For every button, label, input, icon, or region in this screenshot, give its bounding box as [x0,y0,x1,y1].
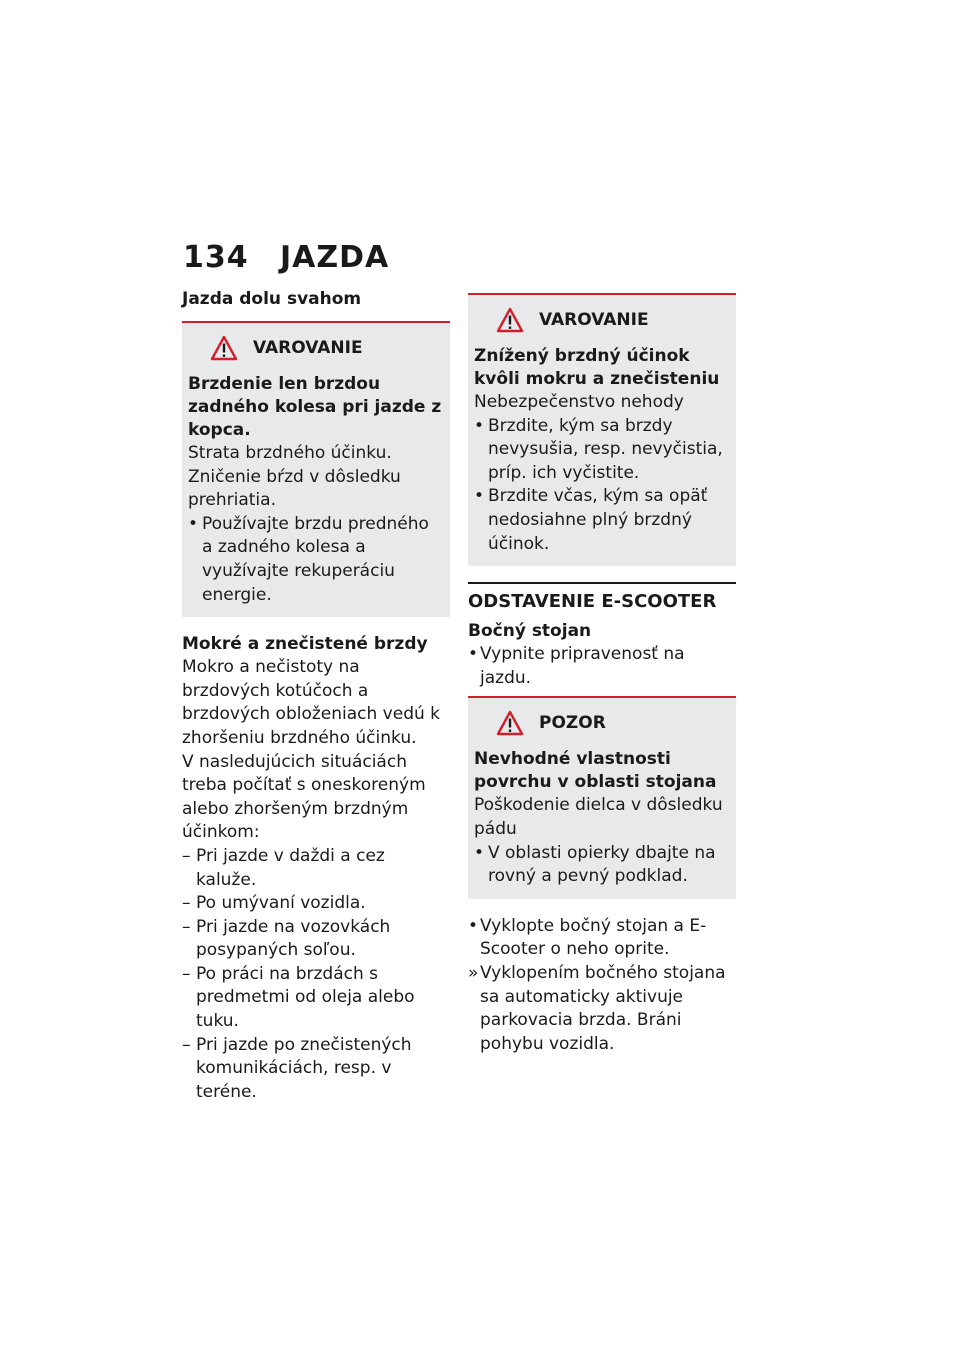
paragraph: Mokro a nečistoty na brzdových kotúčoch a brzdových obloženiach vedú k zhoršeniu brzdného účinku. [182,657,441,748]
list-item: – Po umývaní vozidla. [182,892,450,916]
warning-bullet: • Brzdite včas, kým sa opäť nedosiahne plný brzdný účinok. [474,485,728,556]
page-header [183,240,389,275]
warning-title: Brzdenie len brzdou zadného kolesa pri jazde z kopca. [188,374,442,440]
dash-list [182,845,450,1105]
warning-header [496,307,728,333]
list-item: – Pri jazde na vozovkách posypaných soľou. [182,916,450,963]
warning-triangle-icon [496,307,524,333]
caution-bullet-list [474,842,728,889]
subsection-heading-side-stand: Bočný stojan [468,621,592,642]
caution-box-surface [468,696,736,898]
caution-label: POZOR [539,713,606,734]
warning-bullet-list [474,415,728,557]
list-item: – Pri jazde v daždi a cez kaluže. [182,845,450,892]
warning-header [210,335,442,361]
section-heading-downhill: Jazda dolu svahom [182,289,362,309]
warning-text: Nebezpečenstvo nehody [474,392,684,412]
chapter-title: JAZDA [280,240,390,275]
instruction-step: • Vyklopte bočný stojan a E-Scooter o neho oprite. [468,915,736,962]
warning-bullet-list [188,513,442,607]
warning-text: Strata brzdného účinku. Zničenie bŕzd v dôsledku prehriatia. [188,443,401,511]
warning-label: VAROVANIE [539,310,649,330]
instruction-result: » Vyklopením bočného stojana sa automaticky aktivuje parkovacia brzda. Bráni pohybu vozidla. [468,962,736,1056]
warning-label: VAROVANIE [253,338,363,358]
caution-header [496,710,728,736]
caution-title: Nevhodné vlastnosti povrchu v oblasti stojana [474,749,717,793]
page-number: 134 [183,240,249,275]
section-heading-wet-brakes: Mokré a znečistené brzdy [182,634,428,655]
warning-box-wet-brakes [468,293,736,566]
warning-title: Znížený brzdný účinok kvôli mokru a znečisteniu [474,346,720,389]
warning-box-rear-brake [182,321,450,617]
instruction-step: • Vypnite pripravenosť na jazdu. [468,643,736,690]
warning-triangle-icon [496,710,524,736]
warning-bullet: • Používajte brzdu predného a zadného kolesa a využívajte rekuperáciu energie. [188,513,442,607]
paragraph: V nasledujúcich situáciách treba počítať s oneskoreným alebo zhoršeným brzdným účinkom: [182,751,426,843]
list-item: – Po práci na brzdách s predmetmi od oleja alebo tuku. [182,963,450,1034]
section-title-parking: ODSTAVENIE E-SCOOTER [468,582,736,612]
caution-bullet: • V oblasti opierky dbajte na rovný a pevný podklad. [474,842,728,889]
left-column [182,288,450,1104]
warning-bullet: • Brzdite, kým sa brzdy nevysušia, resp. nevyčistia, príp. ich vyčistite. [474,415,728,486]
list-item: – Pri jazde po znečistených komunikáciách, resp. v teréne. [182,1034,450,1105]
right-column [468,288,736,1056]
caution-text: Poškodenie dielca v dôsledku pádu [474,795,723,839]
warning-triangle-icon [210,335,238,361]
